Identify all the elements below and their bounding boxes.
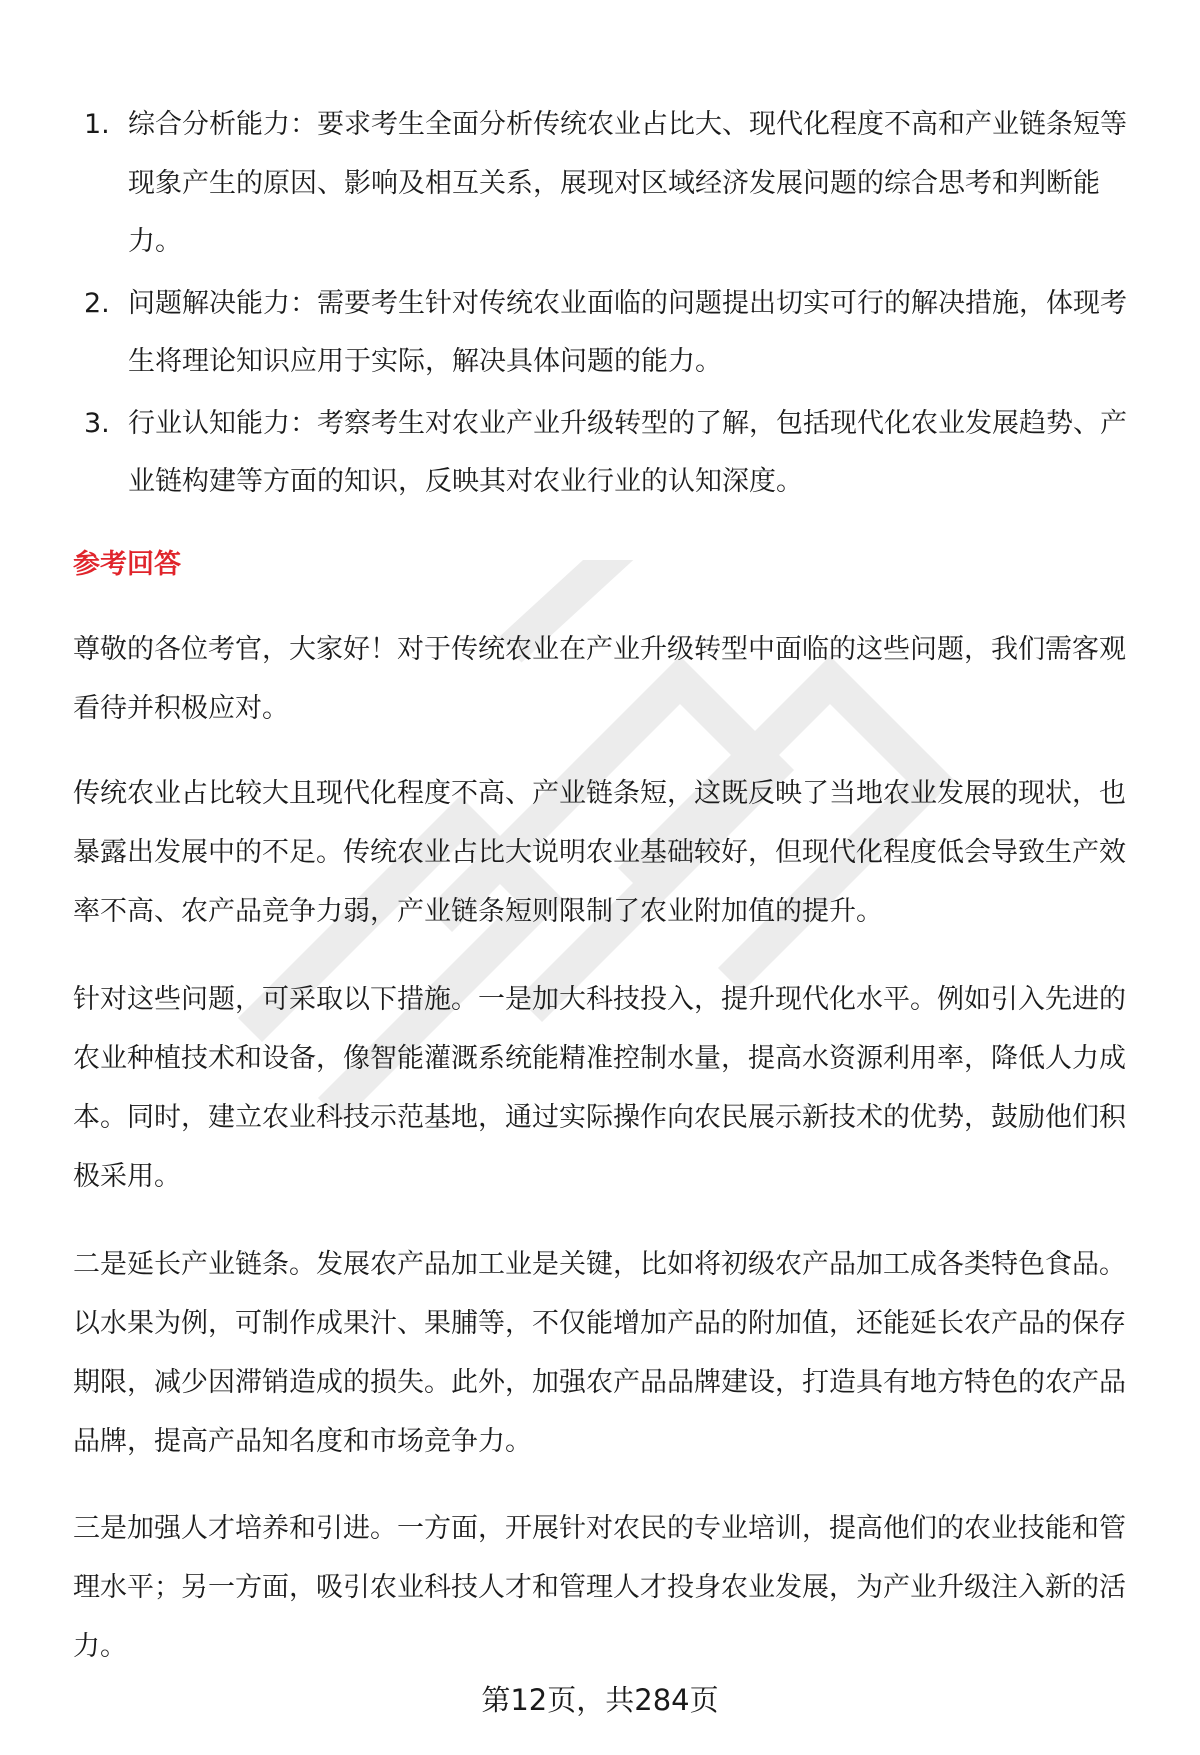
list-item	[78, 275, 1138, 392]
list-item	[78, 96, 1138, 272]
list-number: 3.	[84, 407, 110, 439]
page-number: 第12页，共284页	[481, 1683, 719, 1717]
list-number: 2.	[84, 287, 110, 319]
list-number: 1.	[84, 109, 110, 140]
paragraph-measure-chain: 二是延长产业链条。发展农产品加工业是关键，比如将初级农产品加工成各类特色食品。以水果为例，可制作成果汁、果脯等，不仅能增加产品的附加值，还能延长农产品的保存期限，减少因滞销造成的损失。此外，加强农产品品牌建设，打造具有地方特色的农产品品牌，提高产品知名度和市场竞争力。	[73, 1249, 1126, 1457]
paragraph-measure-tech: 针对这些问题，可采取以下措施。一是加大科技投入，提升现代化水平。例如引入先进的农业种植技术和设备，像智能灌溉系统能精准控制水量，提高水资源利用率，降低人力成本。同时，建立农业科技示范基地，通过实际操作向农民展示新技术的优势，鼓励他们积极采用。	[73, 984, 1126, 1192]
list-item	[78, 395, 1138, 512]
paragraph-greeting: 尊敬的各位考官，大家好！对于传统农业在产业升级转型中面临的这些问题，我们需客观看待并积极应对。	[73, 634, 1126, 724]
section-heading: 参考回答	[73, 549, 181, 580]
ability-list	[78, 96, 1138, 515]
paragraph-measure-talent: 三是加强人才培养和引进。一方面，开展针对农民的专业培训，提高他们的农业技能和管理水平；另一方面，吸引农业科技人才和管理人才投身农业发展，为产业升级注入新的活力。	[73, 1513, 1126, 1662]
list-item-text: 问题解决能力：需要考生针对传统农业面临的问题提出切实可行的解决措施，体现考生将理论知识应用于实际，解决具体问题的能力。	[128, 287, 1127, 377]
list-item-text: 综合分析能力：要求考生全面分析传统农业占比大、现代化程度不高和产业链条短等现象产生的原因、影响及相互关系，展现对区域经济发展问题的综合思考和判断能力。	[128, 109, 1127, 257]
list-item-text: 行业认知能力：考察考生对农业产业升级转型的了解，包括现代化农业发展趋势、产业链构建等方面的知识，反映其对农业行业的认知深度。	[128, 407, 1127, 497]
paragraph-analysis: 传统农业占比较大且现代化程度不高、产业链条短，这既反映了当地农业发展的现状，也暴露出发展中的不足。传统农业占比大说明农业基础较好，但现代化程度低会导致生产效率不高、农产品竞争力弱，产业链条短则限制了农业附加值的提升。	[73, 778, 1126, 927]
